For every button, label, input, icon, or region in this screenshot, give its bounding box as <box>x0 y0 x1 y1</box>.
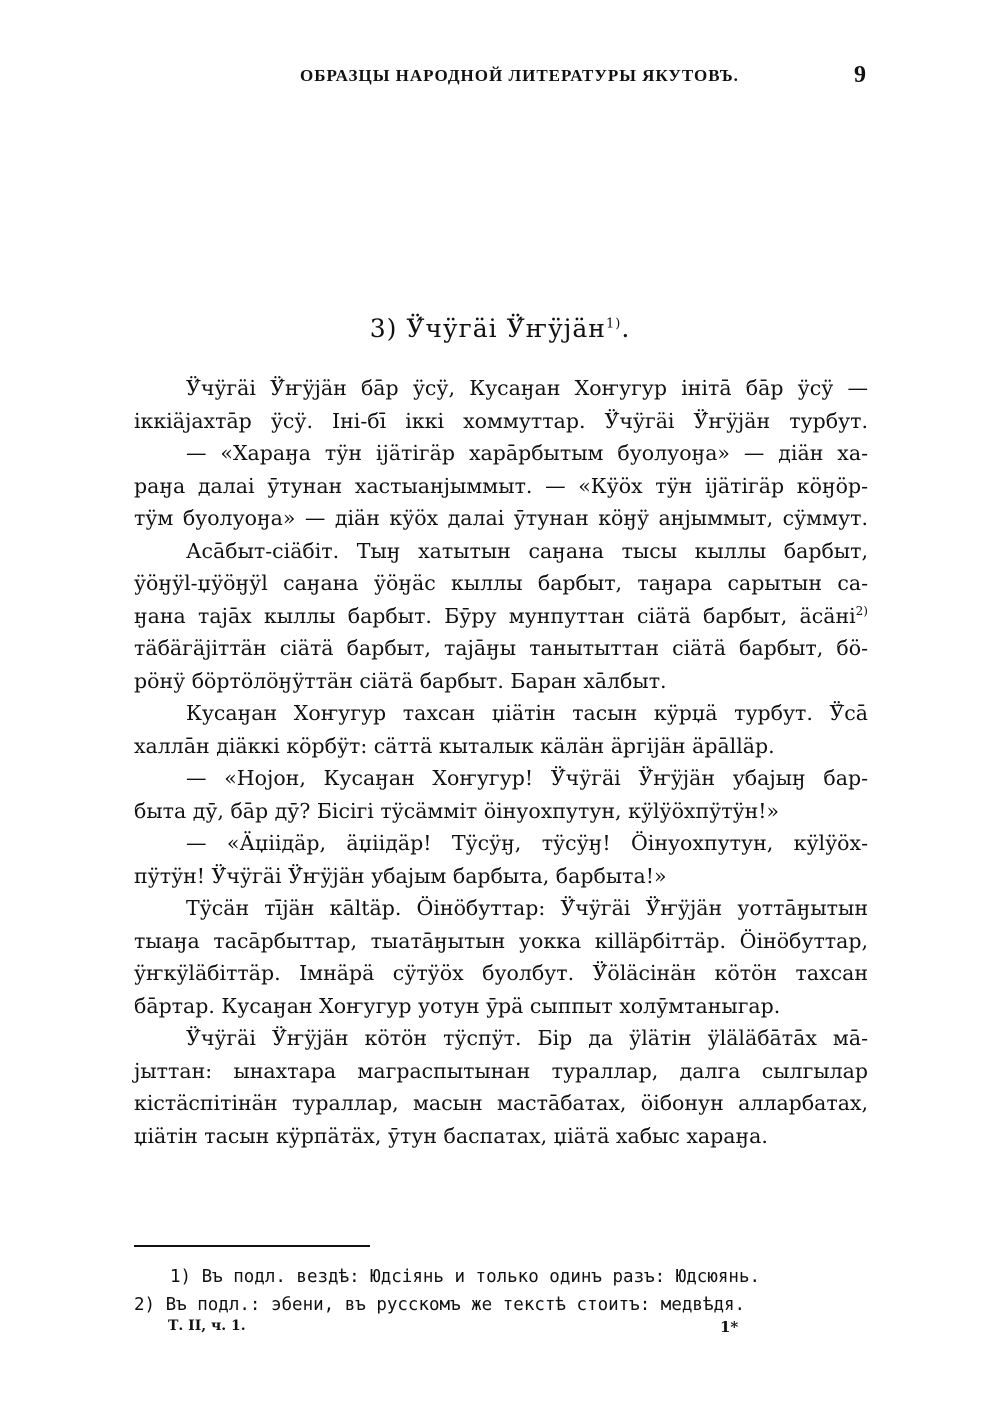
footnotes <box>134 1263 868 1319</box>
text-line-content: Ӱ́чӱгӓі Ӱ́ҥӱјӓн кӧтӧн тӱспӱт. Бір да ӱlӓтін ӱlӓlӓбāтāх мā- <box>186 1026 868 1050</box>
text-line-content: тӱм буолуоӈа» — діӓн кӱӧх далаі ӯтунан кӧӈӱ анјыммыт, сӱммут. <box>134 506 868 530</box>
text-line-content: пӱтӱн! Ӱ́чӱгӓі Ӱ́ҥӱјӓн убајым барбыта, барбыта!» <box>134 863 667 888</box>
text-line <box>134 860 868 893</box>
text-line <box>134 892 868 925</box>
text-line <box>134 632 868 665</box>
text-line-content: тӓбӓгӓјіттӓн сіӓтӓ барбыт, таја̄ӈы танытыттан сіӓтӓ барбыт, бӧ- <box>134 636 868 660</box>
text-line-content: тыаӈа тасāрбыттар, тыата̄ӈытын уокка кіllӓрбіттӓр. Ӧінӧбуттар, <box>134 928 868 953</box>
text-line-content: ӱҥкӱlӓбіттӓр. Імнӓрӓ сӱтӱӧх буолбут. Ӱ́ӧlӓсінӓн кӧтӧн тахсан <box>134 961 868 985</box>
text-line-content: халлāн діӓккі кӧрбӱт: сӓттӓ кыталык кӓлӓн ӓргіјӓн ӓрāllӓр. <box>134 733 775 758</box>
section-title-end: . <box>621 314 631 343</box>
text-line-content: — «Хараӈа тӱн іјӓтігӓр харāрбытым буолуоӈа» — діӓн ха- <box>186 441 868 465</box>
text-line-content: Асāбыт-сіӓбіт. Тыӈ хатытын саӈана тысы кыллы барбыт, <box>186 538 868 563</box>
text-line <box>134 1055 868 1088</box>
text-line <box>134 827 868 860</box>
text-line <box>134 502 868 535</box>
text-line <box>134 405 868 438</box>
text-line-content: бāртар. Кусаӈан Хоҥугур уотун ӯрӓ сыппыт холӯмтаныгар. <box>134 993 781 1018</box>
text-line-content: — «Ӓџіідӓр, ӓџіідӓр! Тӱсӱӈ, тӱсӱӈ! Ӧінуохпутун, кӱlӱӧх- <box>186 831 868 855</box>
text-line <box>134 697 868 730</box>
text-line <box>134 665 868 698</box>
text-line-content: — «Ноjон, Кусаӈан Хоҥугур! Ӱ́чӱгӓі Ӱ́ҥӱјӓн убајыӈ бар- <box>186 766 868 790</box>
text-line-content: Тӱсӓн тīјӓн кāltӓр. Ӧінӧбуттар: Ӱ́чӱгӓі Ӱ́ҥӱјӓн уотта̄ӈытын <box>186 896 868 920</box>
page-number: 9 <box>854 62 866 88</box>
footnote-rule <box>134 1245 370 1247</box>
section-title <box>0 314 1000 343</box>
text-line-content: кістӓспітінӓн тураллар, масын мастāбатах, ӧібонун алларбатах, <box>134 1091 868 1115</box>
footnote-2: 2) Въ подл.: эбени, въ русскомъ же текстѣ стоитъ: медвѣдя. <box>134 1295 746 1315</box>
text-line-content: Кусаӈан Хоҥугур тахсан џіӓтін тасын кӱрџӓ турбут. Ӱ̄сā <box>186 701 868 725</box>
text-line <box>134 925 868 958</box>
text-line <box>134 1120 868 1153</box>
body-text <box>134 372 868 1152</box>
footnote-1: 1) Въ подл. вездѣ: Юдсіянь и только одинъ разъ: Юдсюянь. <box>170 1267 761 1287</box>
footnote-ref: 2) <box>855 603 868 618</box>
text-line <box>134 795 868 828</box>
text-line-content: быта дӯ, бāр дӯ? Бісігі тӱсӓмміт ӧінуохпутун, кӱlӱӧхпӱтӱн!» <box>134 798 780 823</box>
text-line-content: ӈана таја̄х кыллы барбыт. Бӯру мунпуттан сіӓтӓ барбыт, ӓсӓні <box>134 603 856 628</box>
signature-volume: Т. II, ч. 1. <box>168 1318 246 1334</box>
text-line-content: Ӱ́чӱгӓі Ӱ́ҥӱјӓн бāр ӱсӱ, Кусаӈан Хоҥугур ініта̄ бāр ӱсӱ — <box>186 376 868 400</box>
text-line <box>134 437 868 470</box>
section-title-text: 3) Ӱ́чӱгӓі Ӱ́ҥӱјӓн <box>369 314 606 343</box>
text-line-content: ӱӧӈӱl-џӱӧӈӱl саӈана ӱӧӈӓс кыллы барбыт, таӈара сарытын са- <box>134 571 868 595</box>
running-head: ОБРАЗЦЫ НАРОДНОЙ ЛИТЕРАТУРЫ ЯКУТОВЪ. <box>300 66 739 85</box>
text-line <box>134 730 868 763</box>
text-line <box>134 1022 868 1055</box>
signature-mark: 1* <box>720 1318 739 1336</box>
text-line <box>134 372 868 405</box>
text-line-content: рӧнӱ бӧртӧлӧӈӱттӓн сіӓтӓ барбыт. Баран хāлбыт. <box>134 668 667 693</box>
signature-line <box>168 1318 768 1334</box>
text-line <box>134 762 868 795</box>
text-line-content: раӈа далаі ӯтунан хастыанјыммыт. — «Кӱӧх тӱн іјӓтігӓр кӧӈӧр- <box>134 473 868 498</box>
text-line <box>134 567 868 600</box>
text-line <box>134 535 868 568</box>
footnote-ref: 1) <box>605 316 622 332</box>
text-line <box>134 600 868 633</box>
text-line-content: јыттан: ынахтара маграспытынан тураллар, далга сылгылар <box>134 1058 868 1083</box>
text-line <box>134 957 868 990</box>
text-line-content: іккіӓјахтāр ӱсӱ. Іні-бī іккі хоммуттар. Ӱ́чӱгӓі Ӱ́ҥӱјӓн турбут. <box>134 408 868 433</box>
text-line <box>134 990 868 1023</box>
text-line <box>134 1087 868 1120</box>
text-line-content: џіӓтін тасын кӱрпӓтӓх, ӯтун баспатах, џіӓтӓ хабыс хараӈа. <box>134 1123 768 1148</box>
text-line <box>134 470 868 503</box>
